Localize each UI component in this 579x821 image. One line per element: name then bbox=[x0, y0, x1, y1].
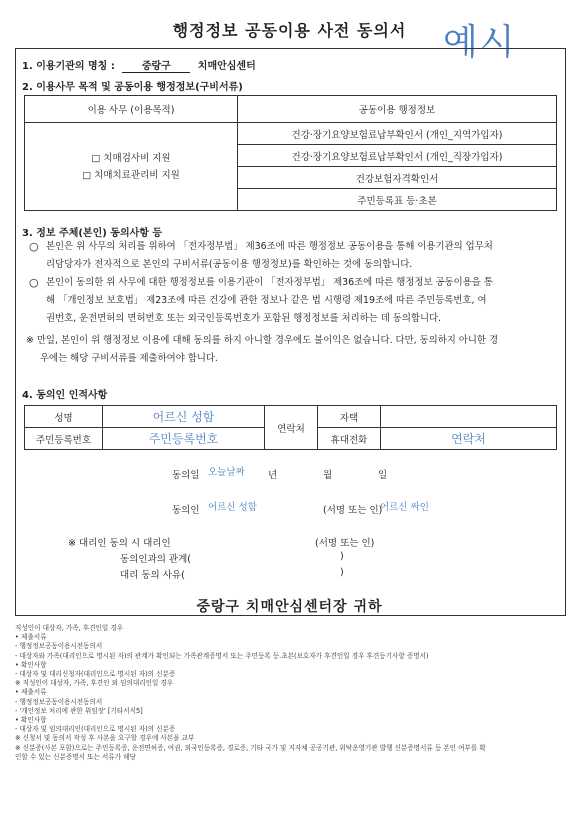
proxy-sign-label: (서명 또는 인) bbox=[315, 538, 375, 549]
submission-notes bbox=[15, 624, 570, 762]
text-line: ※ 만일, 본인이 위 행정정보 이용에 대해 동의를 하지 아니할 경우에도 불이익은 없습니다. 다만, 동의하지 아니한 경 bbox=[26, 335, 499, 346]
note-line: ※ 직성인이 대상자, 가족, 후견인 외 임의대리인일 경우 bbox=[15, 679, 174, 688]
proxy-label: ※ 대리인 동의 시 대리인 bbox=[68, 538, 171, 549]
agency-suffix: 치매안심센터 bbox=[197, 61, 256, 72]
purpose-item: □ 치매치료관리비 지원 bbox=[82, 169, 180, 181]
note-line: 인할 수 있는 신분증명서 또는 서류가 해당 bbox=[15, 752, 136, 761]
circle-bullet: ○ bbox=[29, 240, 39, 253]
info-item: 건강·장기요양보험료납부확인서 (개인_직장가입자) bbox=[238, 145, 557, 167]
note-line: • 확인사항 bbox=[15, 660, 47, 669]
relation-label: 동의인과의 관계( bbox=[120, 554, 191, 565]
info-column-header: 공동이용 행정정보 bbox=[238, 96, 557, 123]
info-item: 주민등록표 등·초본 bbox=[238, 189, 557, 211]
text-line: 본인이 동의한 위 사무에 대한 행정정보를 이용기관이 「전자정부법」 제36조에 따른 행정정보 공동이용을 통 bbox=[46, 277, 493, 288]
note-line: ※ 신분증(사본 포함)으로는 주민등록증, 운전면허증, 여권, 외국인등록증, 경로증, 기타 국가 및 지자체 공공기관, 위탁운영기관 발행 신분증명서류 등 본인 여부를 확 bbox=[15, 743, 486, 752]
contact-label: 연락처 bbox=[265, 406, 318, 450]
year-label: 년 bbox=[268, 470, 278, 481]
example-stamp: 예시 bbox=[443, 22, 517, 63]
month-label: 월 bbox=[323, 470, 333, 481]
consent-date-label: 동의일 bbox=[172, 470, 200, 481]
info-item: 건강보험자격확인서 bbox=[238, 167, 557, 189]
id-number-field[interactable]: 주민등록번호 bbox=[103, 428, 265, 450]
section2-heading: 2. 이용사무 목적 및 공동이용 행정정보(구비서류) bbox=[22, 82, 243, 93]
section4-heading: 4. 동의인 인적사항 bbox=[22, 390, 108, 401]
home-phone-field[interactable] bbox=[381, 406, 557, 428]
id-number-label: 주민등록번호 bbox=[25, 428, 103, 450]
consenter-label: 동의인 bbox=[172, 505, 200, 516]
addressee: 중랑구 치매안심센터장 귀하 bbox=[196, 599, 383, 615]
consent-paragraph-2 bbox=[46, 274, 560, 328]
note-line: - 대상자와 가족(대리인으로 명시된 자)의 관계가 확인되는 가족관계증명서 또는 주민등록 등.초본(보호자가 후견인일 경우 후견등기사항 증명서) bbox=[15, 651, 429, 660]
note-line: - 대상자 및 임의대리인(대리인으로 명시된 자)의 신분증 bbox=[15, 725, 176, 734]
note-line: • 제출서류 bbox=[15, 633, 47, 642]
note-line: - '개인정보 처리에 관한 위임장' [기타서식5] bbox=[15, 706, 143, 715]
consenter-name-field[interactable]: 어르신 성함 bbox=[208, 502, 257, 513]
signature-field[interactable]: 어르신 싸인 bbox=[380, 502, 429, 513]
mobile-phone-label: 휴대전화 bbox=[318, 428, 381, 450]
note-line: 직성인이 대상자, 가족, 후견인일 경우 bbox=[15, 624, 124, 632]
day-label: 일 bbox=[378, 470, 388, 481]
purpose-item: □ 치매검사비 지원 bbox=[91, 152, 171, 164]
proxy-reason-label: 대리 동의 사유( bbox=[120, 570, 185, 581]
text-line: 권번호, 운전면허의 면허번호 또는 외국인등록번호가 포함된 행정정보를 처리하는 데 동의합니다. bbox=[46, 313, 442, 324]
section1 bbox=[22, 57, 256, 73]
agency-value: 중랑구 bbox=[122, 57, 190, 73]
info-item: 건강·장기요양보험료납부확인서 (개인_지역가입자) bbox=[238, 123, 557, 145]
text-line: 우에는 해당 구비서류를 제출하여야 합니다. bbox=[40, 353, 218, 364]
text-line: 리담당자가 전자적으로 본인의 구비서류(공동이용 행정정보)를 확인하는 것에 동의합니다. bbox=[46, 259, 413, 270]
proxy-reason-close: ) bbox=[340, 567, 344, 578]
name-field[interactable]: 어르신 성함 bbox=[103, 406, 265, 428]
personal-info-table bbox=[24, 405, 557, 450]
document-title: 행정정보 공동이용 사전 동의서 bbox=[172, 21, 407, 40]
text-line: 본인은 위 사무의 처리를 위하여 「전자정부법」 제36조에 따른 행정정보 공동이용을 통해 이용기관의 업무처 bbox=[46, 241, 493, 252]
agency-label: 1. 이용기관의 명칭 : bbox=[22, 61, 115, 72]
purpose-cell bbox=[25, 123, 238, 211]
sign-label: (서명 또는 인) bbox=[323, 505, 383, 516]
home-phone-label: 자택 bbox=[318, 406, 381, 428]
consent-paragraph-1 bbox=[46, 238, 560, 274]
note-line: • 제출서류 bbox=[15, 688, 47, 697]
purpose-column-header: 이용 사무 (이용목적) bbox=[25, 96, 238, 123]
purpose-table bbox=[24, 95, 557, 211]
consent-date-field[interactable]: 오늘날짜 bbox=[208, 467, 245, 478]
note-line: ※ 신청서 및 동의서 작성 후 사본을 요구할 경우에 사본을 교부 bbox=[15, 734, 195, 743]
relation-close: ) bbox=[340, 551, 344, 562]
section3-heading: 3. 정보 주체(본인) 동의사항 등 bbox=[22, 228, 163, 239]
note-line: - 대상자 및 대리신청자(대리인으로 명시된 자)의 신분증 bbox=[15, 670, 176, 679]
note-line: • 확인사항 bbox=[15, 716, 47, 725]
text-line: 해 「개인정보 보호법」 제23조에 따른 건강에 관한 정보나 같은 법 시행령 제19조에 따른 주민등록번호, 여 bbox=[46, 295, 487, 306]
note-line: - 행정정보공동이용시전동의서 bbox=[15, 697, 103, 706]
note-line: - 행정정보공동이용시전동의서 bbox=[15, 642, 103, 651]
name-label: 성명 bbox=[25, 406, 103, 428]
circle-bullet: ○ bbox=[29, 276, 39, 289]
consent-note bbox=[26, 332, 560, 368]
mobile-phone-field[interactable]: 연락처 bbox=[381, 428, 557, 450]
